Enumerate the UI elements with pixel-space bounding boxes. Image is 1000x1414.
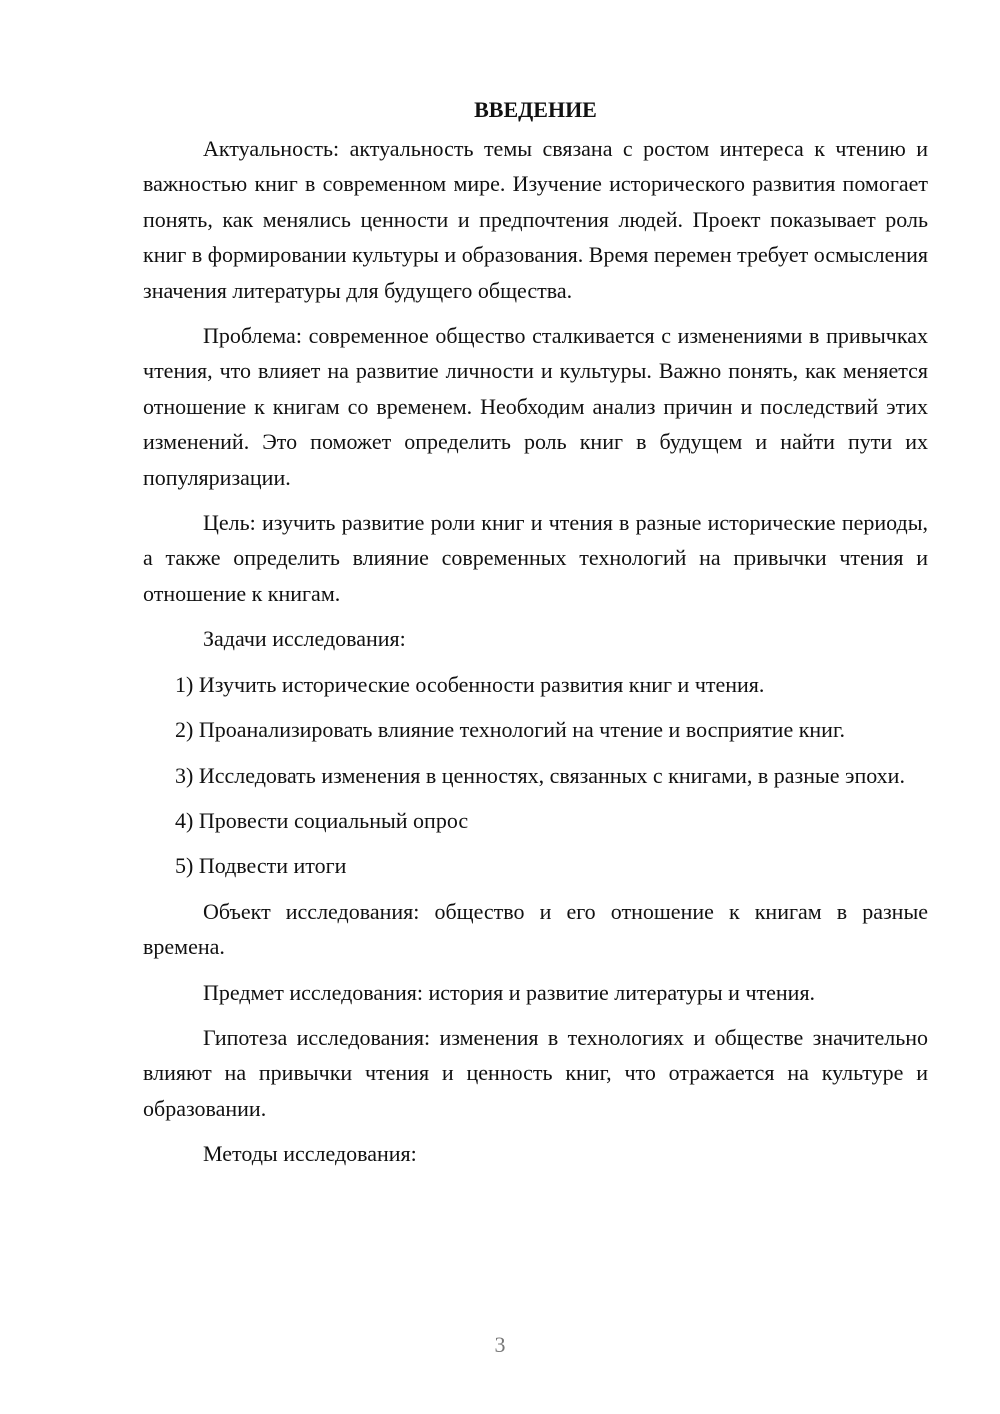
task-item-1: 1) Изучить исторические особенности развития книг и чтения. <box>175 671 765 697</box>
task-item-3: 3) Исследовать изменения в ценностях, связанных с книгами, в разные эпохи. <box>175 762 905 788</box>
tasks-heading: Задачи исследования: <box>203 626 406 652</box>
goal-paragraph: Цель: изучить развитие роли книг и чтения в разные исторические периоды, а также определить влияние современных технологий на привычки чтения и отношение к книгам. <box>143 510 928 606</box>
page-number: 3 <box>494 1332 506 1357</box>
object-paragraph: Объект исследования: общество и его отношение к книгам в разные времена. <box>143 898 928 960</box>
task-item-4: 4) Провести социальный опрос <box>175 807 469 833</box>
section-title: ВВЕДЕНИЕ <box>474 97 597 122</box>
task-item-5: 5) Подвести итоги <box>175 853 347 879</box>
relevance-paragraph: Актуальность: актуальность темы связана с ростом интереса к чтению и важностью книг в современном мире. Изучение исторического развития помогает понять, как менялись ценности и предпочтения людей. Проект показывает роль книг в формировании культуры и образования. Время перемен требует осмысления значения литературы для будущего общества. <box>143 136 928 303</box>
problem-paragraph: Проблема: современное общество сталкивается с изменениями в привычках чтения, что влияет на развитие личности и культуры. Важно понять, как меняется отношение к книгам со временем. Необходим анализ причин и последствий этих изменений. Это поможет определить роль книг в будущем и найти пути их популяризации. <box>143 323 928 490</box>
page-content <box>143 92 928 1182</box>
hypothesis-paragraph: Гипотеза исследования: изменения в технологиях и обществе значительно влияют на привычки чтения и ценность книг, что отражается на культуре и образовании. <box>143 1024 928 1121</box>
subject-paragraph: Предмет исследования: история и развитие литературы и чтения. <box>203 979 816 1005</box>
methods-heading: Методы исследования: <box>203 1141 417 1167</box>
task-item-2: 2) Проанализировать влияние технологий на чтение и восприятие книг. <box>175 717 845 743</box>
